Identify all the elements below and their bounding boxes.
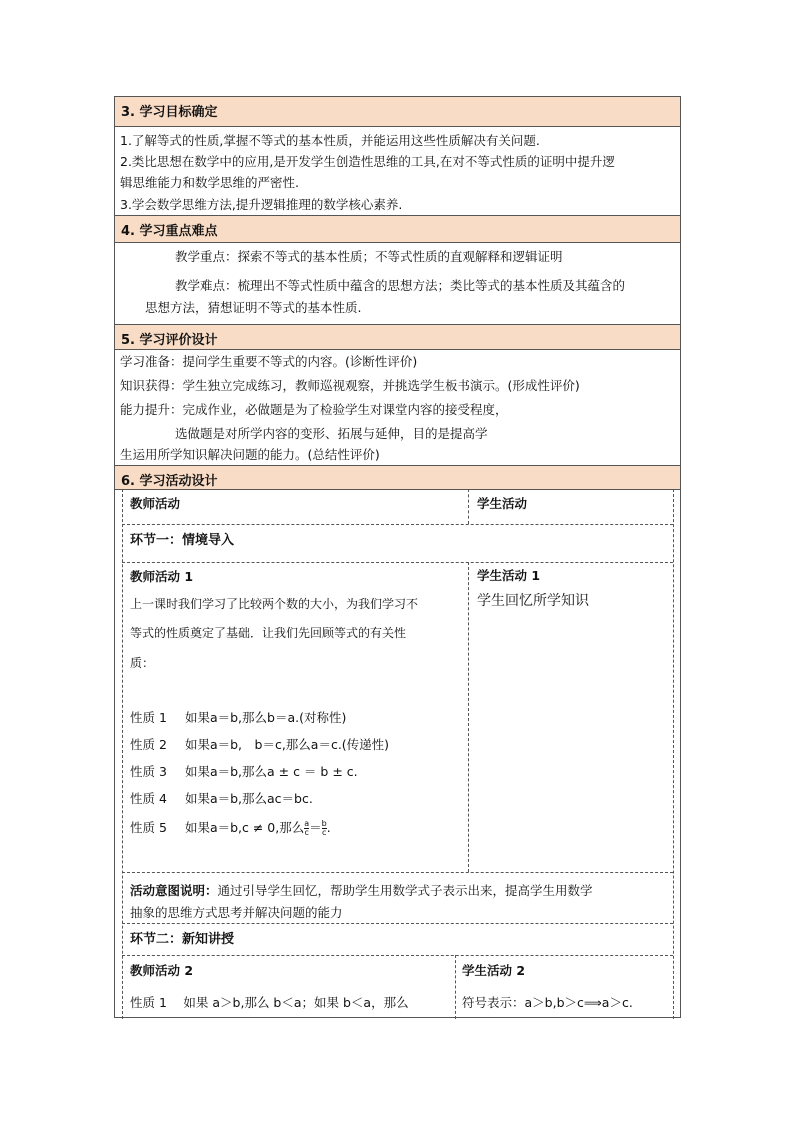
student-activity-2-title: 学生活动 2 bbox=[462, 963, 526, 978]
row-divider bbox=[122, 872, 673, 873]
row-divider bbox=[122, 955, 673, 956]
inner-table-right-border bbox=[673, 489, 674, 1019]
property-3: 性质 3 如果a＝b,那么a ± c ＝ b ± c. bbox=[130, 764, 358, 779]
property-5: 性质 5 如果a＝b,c ≠ 0,那么 $\frac{a}{c}$ ＝ $\frac{b}{c}$ . bbox=[130, 819, 331, 837]
row-divider bbox=[122, 923, 673, 924]
eval-preparation: 学习准备：提问学生重要不等式的内容。(诊断性评价) bbox=[120, 354, 418, 369]
goal-item-1: 1.了解等式的性质,掌握不等式的基本性质，并能运用这些性质解决有关问题. bbox=[120, 133, 540, 148]
section-5-title: 5. 学习评价设计 bbox=[121, 333, 218, 348]
student-activity-column-header: 学生活动 bbox=[477, 496, 528, 511]
teacher-activity-2-title: 教师活动 2 bbox=[130, 963, 194, 978]
property-2: 性质 2 如果a＝b, b＝c,那么a＝c.(传递性) bbox=[130, 737, 390, 752]
section-4-header bbox=[115, 215, 680, 243]
goal-item-3: 3.学会数学思维方法,提升逻辑推理的数学核心素养. bbox=[120, 197, 403, 212]
fraction-b-over-c: $\frac{b}{c}$ bbox=[321, 819, 327, 837]
activity-intent: 活动意图说明：通过引导学生回忆，帮助学生用数学式子表示出来，提高学生用数学 bbox=[130, 883, 593, 898]
teaching-focus: 教学重点：探索不等式的基本性质；不等式性质的直观解释和逻辑证明 bbox=[175, 249, 563, 264]
property-4: 性质 4 如果a＝b,那么ac＝bc. bbox=[130, 791, 313, 806]
section-5-header bbox=[115, 324, 680, 350]
lesson-plan-table bbox=[114, 96, 681, 1018]
teacher-activity-2-line: 性质 1 如果 a＞b,那么 b＜a；如果 b＜a，那么 bbox=[130, 995, 409, 1010]
teacher-activity-1-line: 等式的性质奠定了基础．让我们先回顾等式的有关性 bbox=[130, 626, 407, 640]
column-divider bbox=[468, 562, 469, 872]
eval-ability-end: 生运用所学知识解决问题的能力。(总结性评价) bbox=[120, 447, 380, 462]
goal-item-2: 2.类比思想在数学中的应用,是开发学生创造性思维的工具,在对不等式性质的证明中提升逻 bbox=[120, 154, 615, 169]
student-activity-1-text: 学生回忆所学知识 bbox=[477, 593, 589, 609]
student-activity-1-title: 学生活动 1 bbox=[477, 568, 541, 583]
teacher-activity-column-header: 教师活动 bbox=[130, 496, 181, 511]
student-activity-2-line: 符号表示：a＞b,b＞c⟹a＞c. bbox=[462, 995, 633, 1010]
teaching-difficulty-cont: 思想方法，猜想证明不等式的基本性质. bbox=[145, 300, 362, 315]
property-1: 性质 1 如果a＝b,那么b＝a.(对称性) bbox=[130, 710, 347, 725]
activity-intent-cont: 抽象的思维方式思考并解决问题的能力 bbox=[130, 905, 343, 920]
row-divider bbox=[122, 562, 673, 563]
row-divider bbox=[122, 524, 673, 525]
eval-ability-cont: 选做题是对所学内容的变形、拓展与延伸，目的是提高学 bbox=[175, 426, 488, 441]
goal-item-2-cont: 辑思维能力和数学思维的严密性. bbox=[120, 175, 299, 190]
inner-table-left-border bbox=[122, 489, 123, 1019]
fraction-a-over-c: $\frac{a}{c}$ bbox=[304, 819, 310, 837]
section-3-title: 3. 学习目标确定 bbox=[121, 105, 218, 120]
section-3-header bbox=[115, 97, 680, 127]
section-4-title: 4. 学习重点难点 bbox=[121, 224, 218, 239]
section-6-header bbox=[115, 465, 680, 490]
teacher-activity-1-line: 质： bbox=[130, 656, 155, 670]
eval-ability: 能力提升：完成作业，必做题是为了检验学生对课堂内容的接受程度， bbox=[120, 402, 508, 417]
column-divider bbox=[468, 489, 469, 524]
eval-knowledge: 知识获得：学生独立完成练习，教师巡视观察，并挑选学生板书演示。(形成性评价) bbox=[120, 378, 580, 393]
column-divider bbox=[455, 955, 456, 1019]
teacher-activity-1-title: 教师活动 1 bbox=[130, 569, 194, 584]
stage-2-title: 环节二：新知讲授 bbox=[130, 932, 235, 947]
teacher-activity-1-line: 上一课时我们学习了比较两个数的大小，为我们学习不 bbox=[130, 597, 419, 611]
stage-1-title: 环节一：情境导入 bbox=[130, 533, 235, 548]
section-6-title: 6. 学习活动设计 bbox=[121, 474, 218, 489]
teaching-difficulty: 教学难点：梳理出不等式性质中蕴含的思想方法；类比等式的基本性质及其蕴含的 bbox=[175, 278, 626, 293]
